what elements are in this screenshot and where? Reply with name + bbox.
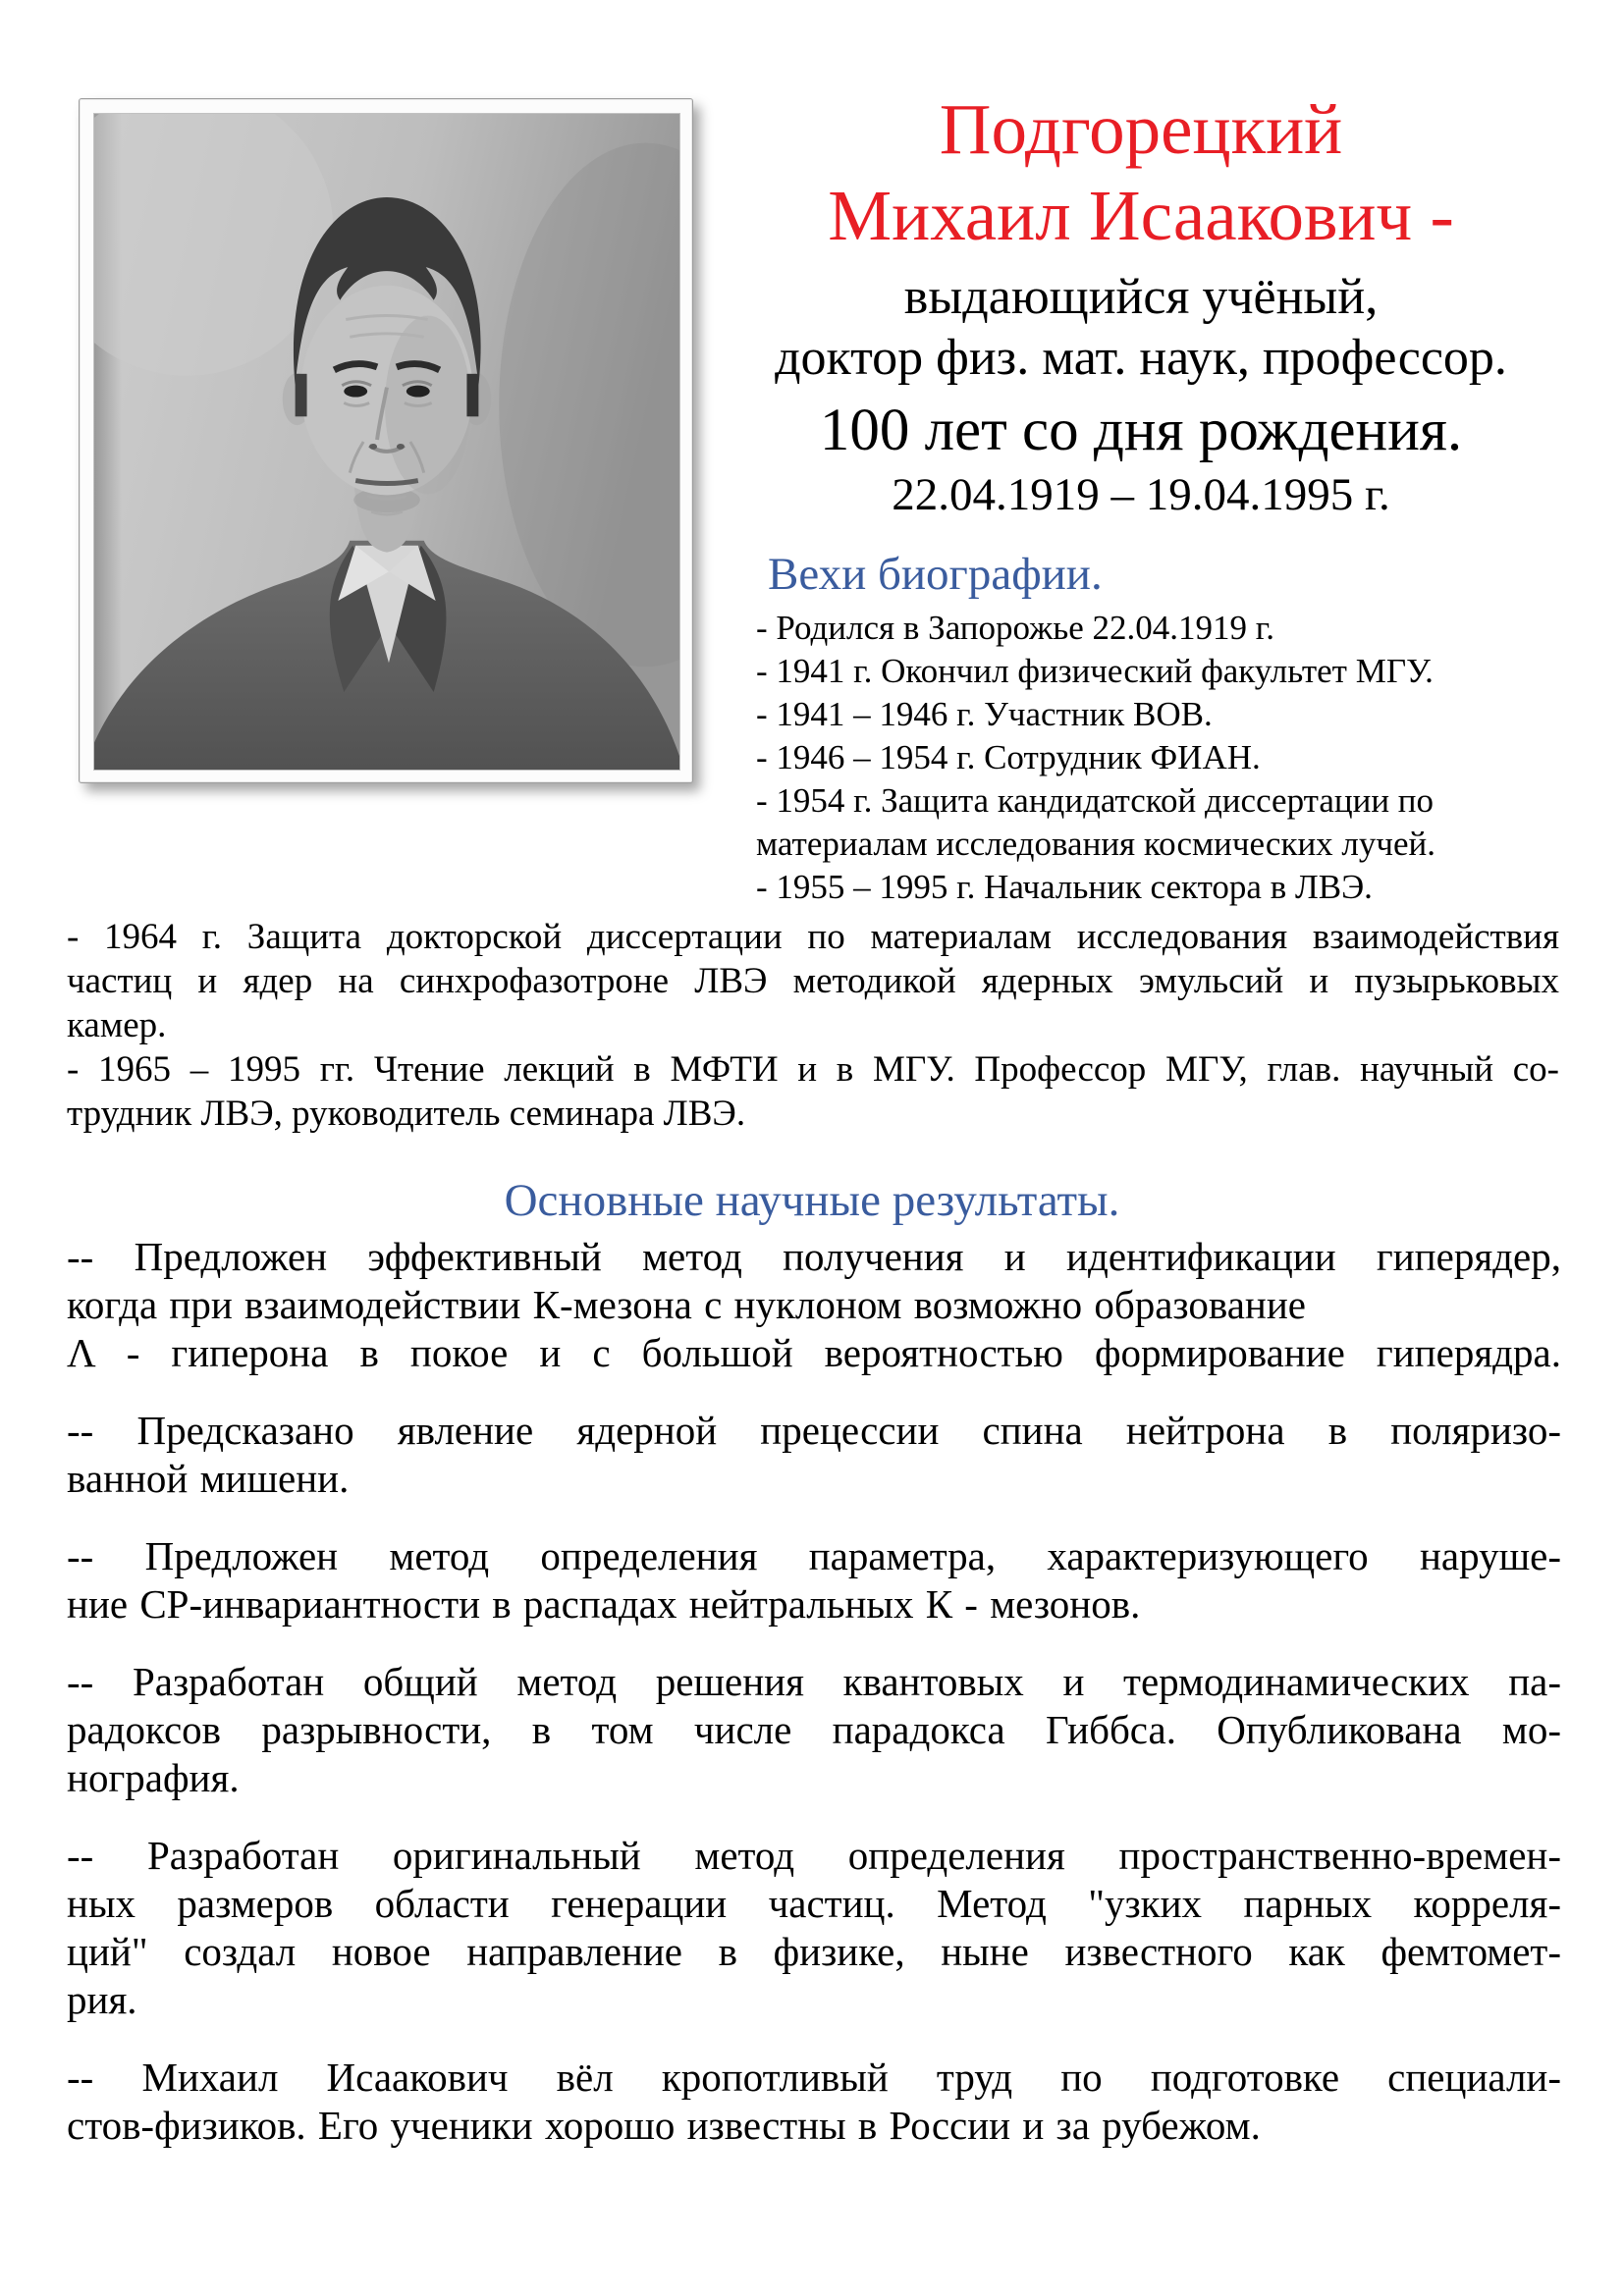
result-line: -- Михаил Исаакович вёл кропотливый труд по подготовке специали- [67,2055,1561,2100]
results-section [67,1233,1561,2179]
milestones-continued [67,915,1559,1136]
result-line: ванной мишени. [67,1456,350,1501]
milestone-line: - 1964 г. Защита докторской диссертации по материалам исследования взаимодействия [67,917,1559,957]
result-line: ние СР-инвариантности в распадах нейтральных К - мезонов. [67,1581,1141,1627]
result-line: стов-физиков. Его ученики хорошо известны в России и за рубежом. [67,2103,1261,2148]
biography-item-continuation: материалам исследования космических лучей. [756,825,1436,863]
milestone-line: - 1965 – 1995 гг. Чтение лекций в МФТИ и в МГУ. Профессор МГУ, глав. научный со- [67,1049,1559,1090]
life-dates: 22.04.1919 – 19.04.1995 г. [892,469,1390,520]
biography-item: - Родился в Запорожье 22.04.1919 г. [756,609,1274,647]
milestone-line: частиц и ядер на синхрофазотроне ЛВЭ методикой ядерных эмульсий и пузырьковых [67,961,1559,1001]
biography-item: - 1955 – 1995 г. Начальник сектора в ЛВЭ. [756,868,1373,906]
biography-item: - 1941 г. Окончил физический факультет МГУ. [756,652,1434,690]
person-degrees: доктор физ. мат. наук, профессор. [775,330,1507,386]
result-paragraph [67,1233,1561,1377]
result-line: -- Разработан оригинальный метод определения пространственно-времен- [67,1833,1561,1878]
result-paragraph [67,1832,1561,2024]
portrait-photo-frame [79,98,693,783]
anniversary-line: 100 лет со дня рождения. [819,398,1463,463]
portrait-photo [93,113,680,771]
result-line: -- Предложен эффективный метод получения и идентификации гиперядер, [67,1234,1561,1279]
person-epithet: выдающийся учёный, [903,269,1379,325]
masthead [699,86,1583,522]
biography-item: - 1941 – 1946 г. Участник ВОВ. [756,695,1213,733]
result-line: нография. [67,1755,240,1800]
result-paragraph [67,1658,1561,1802]
person-given-names: Михаил Исаакович - [828,176,1454,255]
biography-item: - 1946 – 1954 г. Сотрудник ФИАН. [756,738,1261,776]
result-line: -- Предложен метод определения параметра, характеризующего наруше- [67,1533,1561,1578]
result-line: рия. [67,1977,137,2022]
result-line: -- Разработан общий метод решения квантовых и термодинамических па- [67,1659,1561,1704]
result-paragraph [67,1407,1561,1503]
result-line: когда при взаимодействии К-мезона с нуклоном возможно образование [67,1282,1306,1327]
result-line: -- Предсказано явление ядерной прецессии спина нейтрона в поляризо- [67,1408,1561,1453]
biography-heading: Вехи биографии. [768,549,1103,600]
result-line: ций" создал новое направление в физике, ныне известного как фемтомет- [67,1929,1561,1974]
result-line: ных размеров области генерации частиц. Метод "узких парных корреля- [67,1881,1561,1926]
result-paragraph [67,2054,1561,2150]
biography-section [756,546,1586,909]
milestone-line: камер. [67,1005,167,1045]
result-line: Λ - гиперона в покое и с большой вероятностью формирование гиперядра. [67,1330,1561,1375]
milestone-line: трудник ЛВЭ, руководитель семинара ЛВЭ. [67,1094,746,1134]
result-line: радоксов разрывности, в том числе парадокса Гиббса. Опубликована мо- [67,1707,1561,1752]
results-heading: Основные научные результаты. [504,1175,1120,1226]
person-surname: Подгорецкий [939,89,1343,169]
biography-item: - 1954 г. Защита кандидатской диссертации по [756,781,1435,820]
result-paragraph [67,1532,1561,1629]
